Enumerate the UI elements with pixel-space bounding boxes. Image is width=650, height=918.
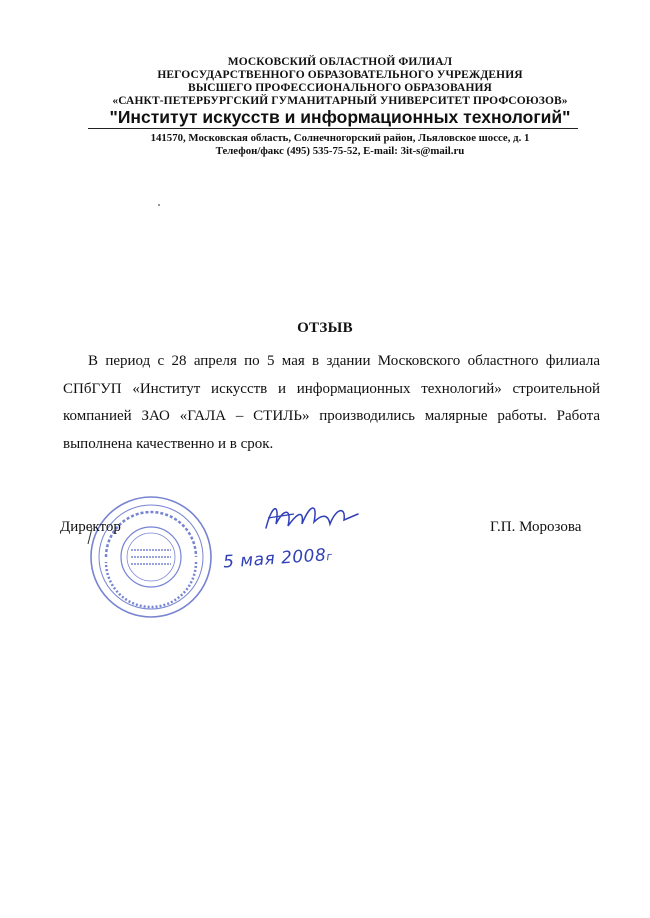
scan-speck [158,204,160,206]
handwritten-date-suffix: г [325,549,334,564]
handwritten-date-text: 5 мая 2008 [222,545,327,573]
institute-name: "Институт искусств и информационных технологий" [109,107,571,127]
letterhead-line-4: «САНКТ-ПЕТЕРБУРГСКИЙ ГУМАНИТАРНЫЙ УНИВЕРСИТЕТ ПРОФСОЮЗОВ» [112,95,568,107]
signatory-position: Директор [60,519,121,535]
postal-address: 141570, Московская область, Солнечногорский район, Льяловское шоссе, д. 1 [150,132,530,144]
letterhead-line-3: ВЫСШЕГО ПРОФЕССИОНАЛЬНОГО ОБРАЗОВАНИЯ [188,82,492,94]
letterhead-line-1: МОСКОВСКИЙ ОБЛАСТНОЙ ФИЛИАЛ [227,56,453,68]
letterhead-line-2: НЕГОСУДАРСТВЕННОГО ОБРАЗОВАТЕЛЬНОГО УЧРЕЖДЕНИЯ [157,69,523,81]
round-seal-stamp [86,492,216,622]
handwritten-date [222,543,353,572]
contact-info: Телефон/факс (495) 535-75-52, E-mail: 3it-s@mail.ru [215,145,465,157]
signatory-name: Г.П. Морозова [490,519,582,535]
document-body: В период с 28 апреля по 5 мая в здании Московского областного филиала СПбГУП «Институт искусств и информационных технологий» строительной компанией ЗАО «ГАЛА – СТИЛЬ» производились малярные работы. Работа выполнена качественно и в срок. [63,353,600,452]
handwritten-signature [258,494,368,544]
document-title: ОТЗЫВ [297,320,353,336]
address-block [90,132,590,158]
letterhead-divider [88,128,578,129]
letterhead [90,56,590,126]
